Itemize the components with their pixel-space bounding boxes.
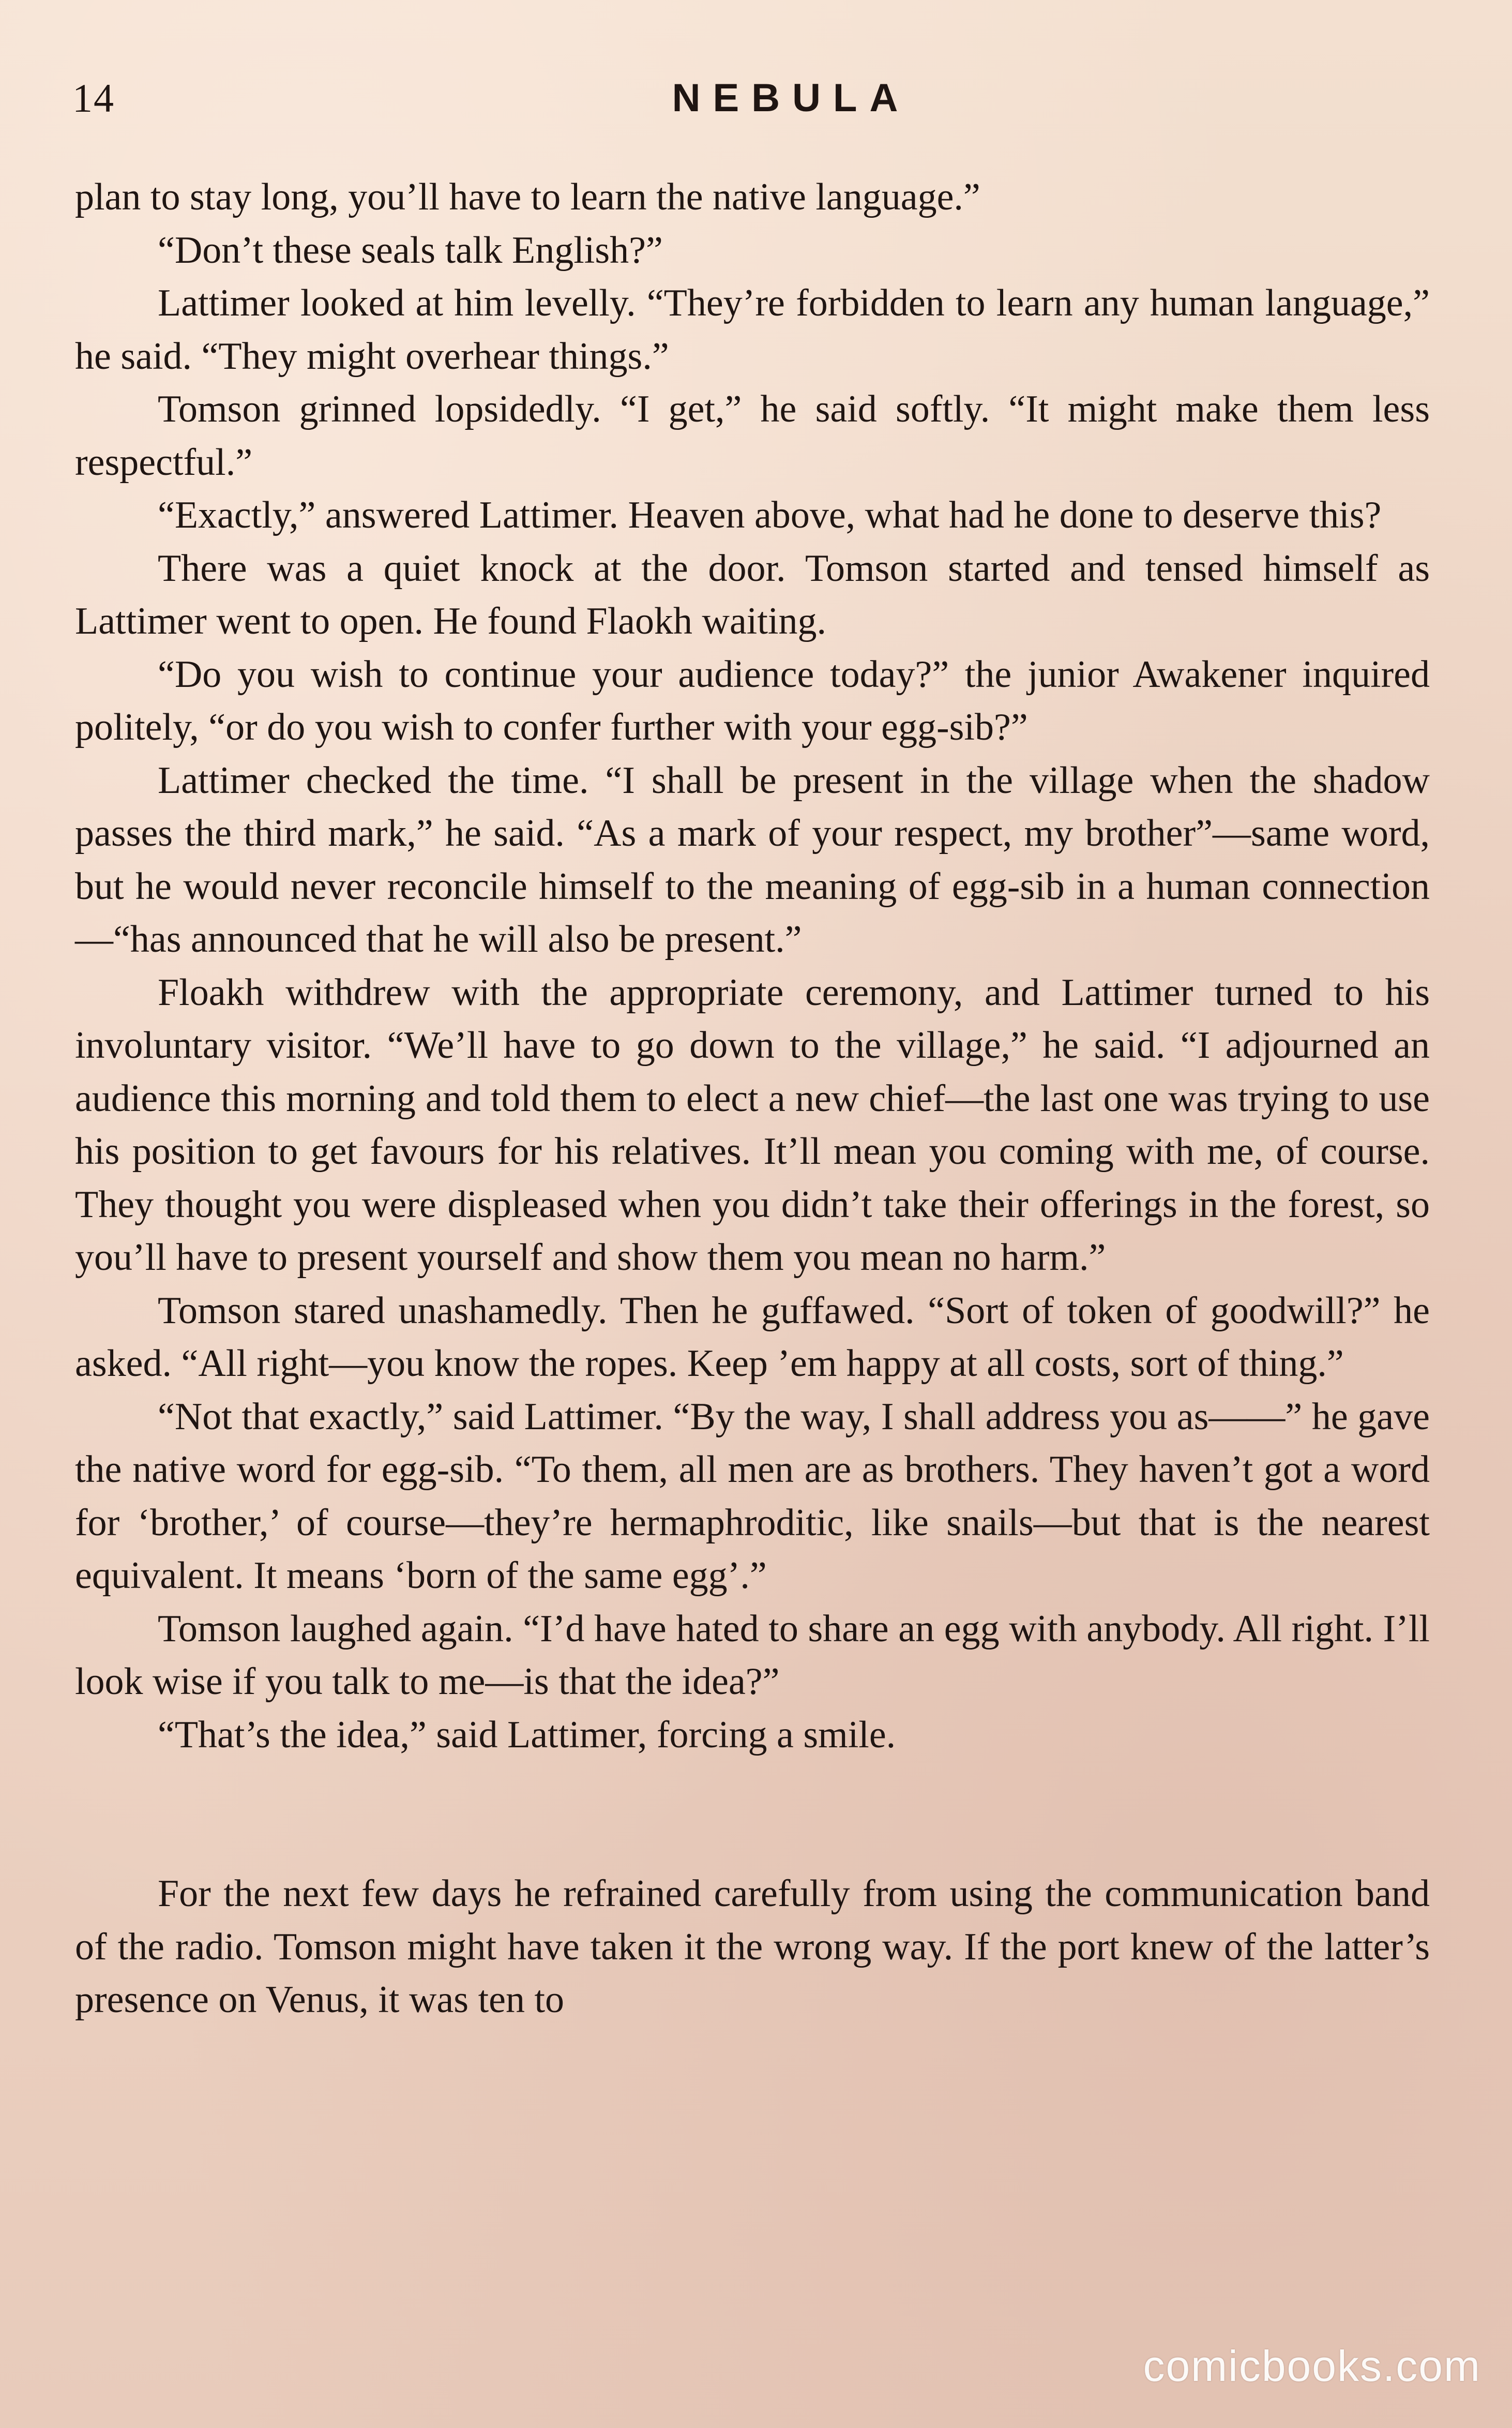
paragraph: There was a quiet knock at the door. Tomson started and tensed himself as Lattimer went to open. He found Flaokh waiting. <box>75 547 1430 642</box>
paragraph: Tomson stared unashamedly. Then he guffawed. “Sort of token of goodwill?” he asked. “All right—you know the ropes. Keep ’em happy at all costs, sort of thing.” <box>75 1289 1430 1385</box>
paragraph: “Don’t these seals talk English?” <box>158 229 663 272</box>
paragraph: “That’s the idea,” said Lattimer, forcing a smile. <box>158 1713 896 1756</box>
paragraph: Lattimer checked the time. “I shall be present in the village when the shadow passes the third mark,” he said. “As a mark of your respect, my brother”—same word, but he would never reconcile himself to the meaning of egg-sib in a human connection—“has announced that he will also be present.” <box>75 759 1430 961</box>
paragraph: Floakh withdrew with the appropriate ceremony, and Lattimer turned to his involuntary visitor. “We’ll have to go down to the village,” he said. “I adjourned an audience this morning and told them to elect a new chief—the last one was trying to use his position to get favours for his relatives. It’ll mean you coming with me, of course. They thought you were displeased when you didn’t take their offerings in the forest, so you’ll have to present yourself and show them you mean no harm.” <box>75 971 1430 1279</box>
paragraph: plan to stay long, you’ll have to learn the native language.” <box>75 176 980 218</box>
paragraph: Tomson grinned lopsidedly. “I get,” he said softly. “It might make them less respectful.” <box>75 388 1430 484</box>
paragraph: “Exactly,” answered Lattimer. Heaven above, what had he done to deserve this? <box>158 494 1382 536</box>
page-header <box>72 70 1438 127</box>
paragraph: Tomson laughed again. “I’d have hated to share an egg with anybody. All right. I’ll look wise if you talk to me—is that the idea?” <box>75 1607 1430 1703</box>
paragraph: “Not that exactly,” said Lattimer. “By the way, I shall address you as——” he gave the native word for egg-sib. “To them, all men are as brothers. They haven’t got a word for ‘brother,’ of course—they’re hermaphroditic, like snails—but that is the nearest equivalent. It means ‘born of the same egg’.” <box>75 1395 1430 1597</box>
section-break <box>75 1761 1430 1867</box>
paragraph: Lattimer looked at him levelly. “They’re forbidden to learn any human language,” he said. “They might overhear things.” <box>75 282 1430 378</box>
watermark: comicbooks.com <box>1143 2342 1481 2390</box>
running-title: NEBULA <box>672 76 911 120</box>
paragraph: “Do you wish to continue your audience today?” the junior Awakener inquired politely, “or do you wish to confer further with your egg-sib?” <box>75 653 1430 748</box>
page-number: 14 <box>72 76 115 121</box>
paragraph: For the next few days he refrained carefully from using the communication band of the radio. Tomson might have taken it the wrong way. If the port knew of the latter’s presence on Venus, it was ten to <box>75 1872 1430 2021</box>
body-text <box>75 171 1430 2027</box>
